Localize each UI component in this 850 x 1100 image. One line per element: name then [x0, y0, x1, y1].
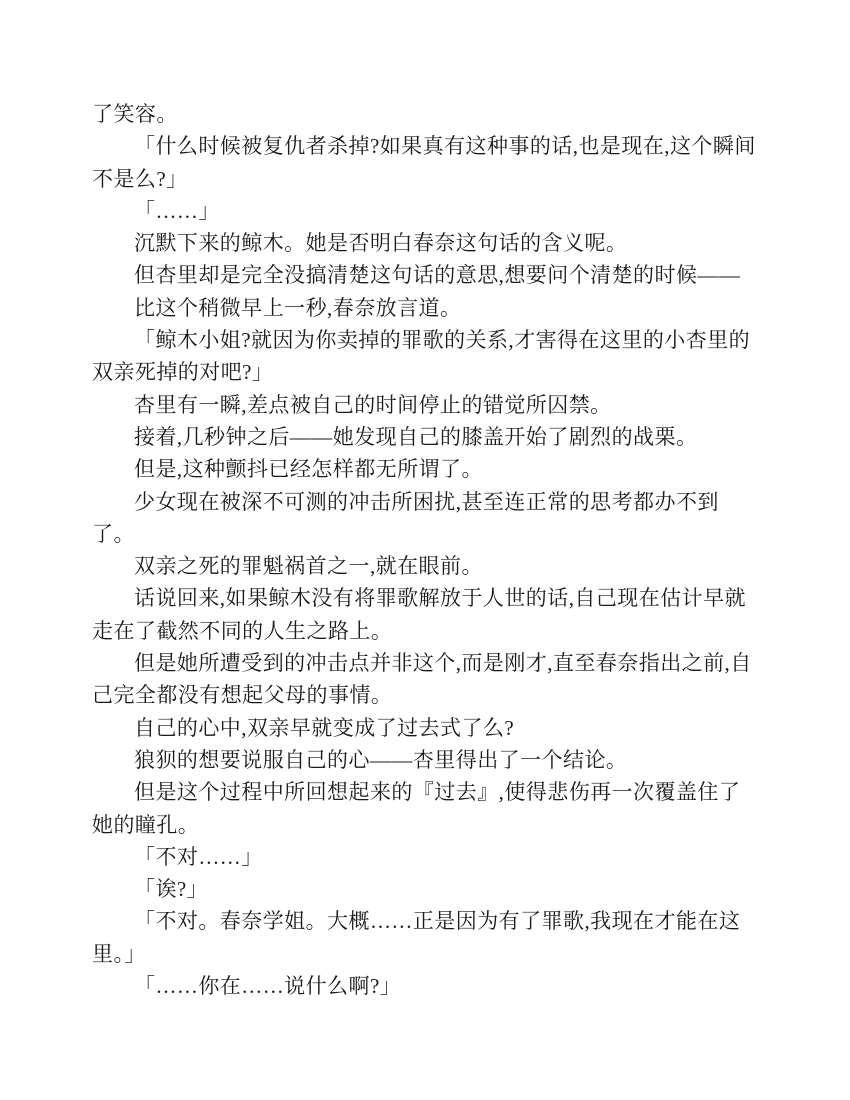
paragraph: 话说回来,如果鲸木没有将罪歌解放于人世的话,自己现在估计早就走在了截然不同的人生之路上。 [92, 586, 746, 643]
paragraph: 但是她所遭受到的冲击点并非这个,而是刚才,直至春奈指出之前,自己完全都没有想起父母的事情。 [92, 651, 752, 708]
paragraph: 但是这个过程中所回想起来的『过去』,使得悲伤再一次覆盖住了她的瞳孔。 [92, 780, 741, 837]
paragraph: 比这个稍微早上一秒,春奈放言道。 [134, 295, 462, 320]
novel-page-text-block [92, 98, 756, 1002]
paragraph: 「……」 [134, 198, 220, 223]
paragraph: 自己的心中,双亲早就变成了过去式了么? [134, 715, 515, 740]
paragraph: 「……你在……说什么啊?」 [134, 974, 402, 999]
paragraph: 「诶?」 [134, 877, 209, 902]
paragraph: 但是,这种颤抖已经怎样都无所谓了。 [134, 457, 483, 482]
paragraph: 但杏里却是完全没搞清楚这句话的意思,想要问个清楚的时候—— [134, 263, 741, 288]
paragraph: 了笑容。 [92, 102, 178, 126]
paragraph: 双亲之死的罪魁祸首之一,就在眼前。 [134, 554, 483, 579]
paragraph: 少女现在被深不可测的冲击所困扰,甚至连正常的思考都办不到了。 [92, 489, 719, 546]
paragraph: 沉默下来的鲸木。她是否明白春奈这句话的含义呢。 [134, 231, 628, 256]
paragraph: 杏里有一瞬,差点被自己的时间停止的错觉所囚禁。 [134, 392, 612, 417]
paragraph: 狼狈的想要说服自己的心——杏里得出了一个结论。 [134, 747, 628, 772]
paragraph: 「不对……」 [134, 844, 263, 869]
paragraph: 「不对。春奈学姐。大概……正是因为有了罪歌,我现在才能在这里。」 [92, 909, 741, 966]
paragraph: 接着,几秒钟之后——她发现自己的膝盖开始了剧烈的战栗。 [134, 424, 698, 449]
paragraph: 「什么时候被复仇者杀掉?如果真有这种事的话,也是现在,这个瞬间不是么?」 [92, 134, 756, 191]
paragraph: 「鲸木小姐?就因为你卖掉的罪歌的关系,才害得在这里的小杏里的双亲死掉的对吧?」 [92, 328, 751, 385]
